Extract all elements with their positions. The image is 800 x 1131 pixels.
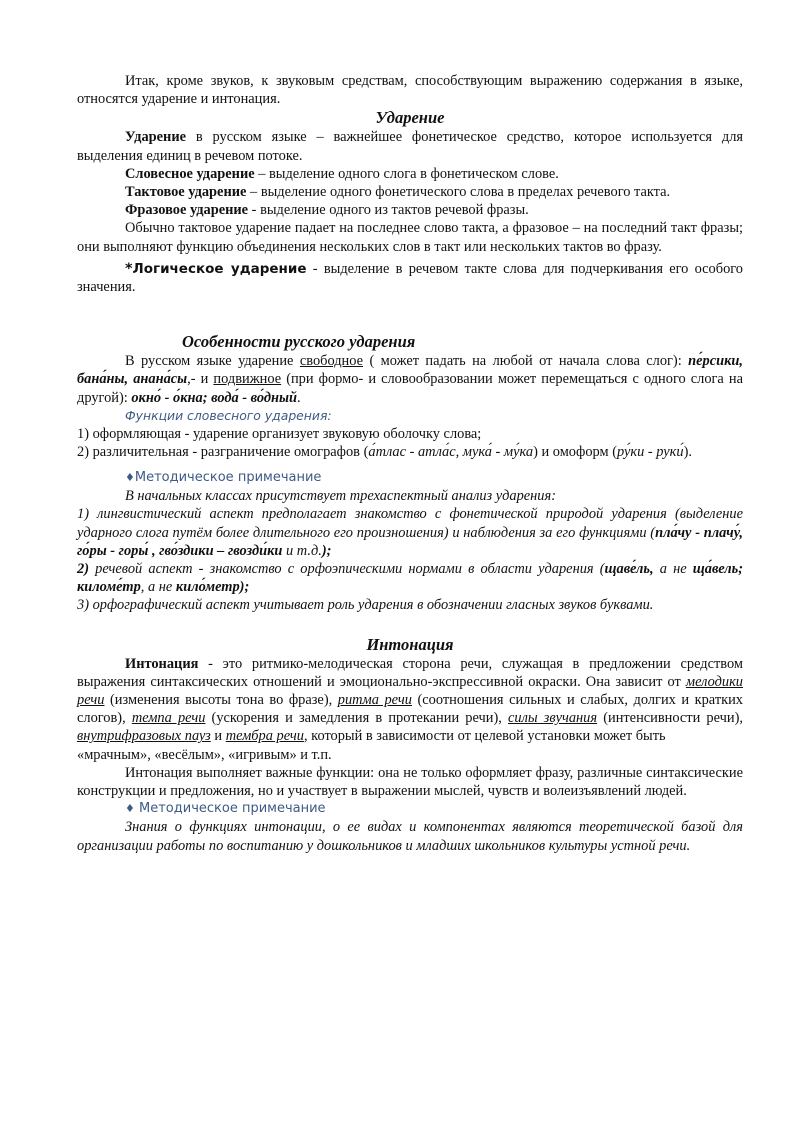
diamond-icon: ♦ <box>125 471 135 485</box>
features-paragraph: В русском языке ударение свободное ( может падать на любой от начала слова слог): пе́рсики, бана́ны, анана́сы,- и подвижное (при формо- и словообразовании может перемещаться с одного слога на другой): окно́ - о́кна; вода́ - во́дный. <box>77 353 743 406</box>
word-stress-term: Словесное ударение <box>125 165 255 182</box>
phrase-stress-term: Фразовое ударение <box>125 202 249 219</box>
function-item-2: 2) различительная - разграничение омографов (а́тлас - атла́с, мука́ - му́ка) и омоформ (ру́ки - руки́). <box>77 444 693 461</box>
method-note-title-2: ♦ Методическое примечание <box>125 801 326 817</box>
stress-heading: Ударение <box>375 108 445 128</box>
stress-usual-paragraph: Обычно тактовое ударение падает на последнее слово такта, а фразовое – на последний такт фразы; они выполняют функцию объединения нескольких слов в такт или нескольких тактов во фразу. <box>77 220 743 255</box>
mobile-stress-examples: окно́ - о́кна; вода́ - во́дный <box>131 389 298 406</box>
component-rhythm: ритма речи <box>337 692 412 709</box>
component-tempo: темпа речи <box>131 710 206 727</box>
method-note-title-1: ♦Методическое примечание <box>125 470 322 486</box>
aspect-item-1: 1) лингвистический аспект предполагает знакомство с фонетической природой ударения (выделение ударного слога путём более длительного его произношения) и наблюдения за его функциями (пла́чу - плачу́, го́ры - горы́ , гво́здики – гвозди́ки и т.д.); <box>77 506 743 559</box>
stress-definition: Ударение в русском языке – важнейшее фонетическое средство, которое используется для выделения единиц в речевом потоке. <box>77 129 743 164</box>
homoform-examples: ру́ки - руки́ <box>616 444 684 461</box>
component-melody: мелодики речи <box>77 673 743 709</box>
functions-subtitle: Функции словесного ударения: <box>125 407 332 423</box>
stress-term: Ударение <box>125 129 187 146</box>
method-note-2-text: Знания о функциях интонации, о ее видах и компонентах являются теоретической базой для организации работы по воспитанию у дошкольников и младших школьников культуры устной речи. <box>77 819 743 854</box>
logical-stress-definition: *Логическое ударение - выделение в речевом такте слова для подчеркивания его особого значения. <box>77 260 744 296</box>
intonation-heading: Интонация <box>366 634 454 654</box>
aspect-item-3: 3) орфографический аспект учитывает роль ударения в обозначении гласных звуков буквами. <box>77 597 654 614</box>
function-item-1: 1) оформляющая - ударение организует звуковую оболочку слова; <box>77 425 482 442</box>
tact-stress-definition: Тактовое ударение – выделение одного фонетического слова в пределах речевого такта. <box>125 184 671 201</box>
aspect-item-2: 2) речевой аспект - знакомство с орфоэпическими нормами в области ударения (щаве́ль, а не ща́вель; киломе́тр, а не кило́метр); <box>77 561 744 596</box>
word-stress-definition: Словесное ударение – выделение одного слога в фонетическом слове. <box>125 165 559 182</box>
component-strength: силы звучания <box>507 710 598 727</box>
intro-paragraph: Итак, кроме звуков, к звуковым средствам, способствующим выражению содержания в языке, относятся ударение и интонация. <box>77 73 743 108</box>
aspect-1-examples: пла́чу - плачу́, го́ры - горы́ , гво́здики – гвозди́ки <box>77 524 743 559</box>
intonation-definition: Интонация - это ритмико-мелодическая сторона речи, служащая в предложении средством выражения синтаксических отношений и эмоционально-экспрессивной окраски. Она зависит от мелодики речи (изменения высоты тона во фразе), ритма речи (соотношения сильных и слабых, долгих и кратких слогов), темпа речи (ускорения и замедления в протекании речи), силы звучания (интенсивности речи), внутрифразовых пауз и тембра речи, который в зависимости от целевой установки может быть <box>77 655 744 745</box>
aspect-2-example-3: кило́метр); <box>175 579 250 596</box>
diamond-icon: ♦ <box>125 802 135 816</box>
features-heading: Особенности русского ударения <box>182 332 416 352</box>
free-stress-term: свободное <box>299 353 364 370</box>
logical-stress-term: Логическое ударение <box>132 260 307 277</box>
phrase-stress-definition: Фразовое ударение - выделение одного из тактов речевой фразы. <box>125 202 529 219</box>
homograph-examples: а́тлас - атла́с, мука́ - му́ка <box>368 444 534 461</box>
intonation-functions-paragraph: Интонация выполняет важные функции: она не только оформляет фразу, различные синтаксические конструкции и предложения, но и участвует в выражении мыслей, чувств и волеизъявлений людей. <box>77 764 743 800</box>
intonation-term: Интонация <box>125 655 199 672</box>
logical-stress-star: * <box>125 260 133 277</box>
component-pauses: внутрифразовых пауз <box>77 728 211 745</box>
aspect-2-example-1: щаве́ль, <box>604 561 654 578</box>
tact-stress-term: Тактовое ударение <box>125 184 247 201</box>
method-note-lead: В начальных классах присутствует трехаспектный анализ ударения: <box>125 488 556 505</box>
intonation-timbre-examples: «мрачным», «весёлым», «игривым» и т.п. <box>77 746 332 763</box>
aspect-2-example-2: ща́вель; киломе́тр <box>77 561 744 596</box>
document-page <box>77 72 743 855</box>
free-stress-examples: пе́рсики, бана́ны, анана́сы <box>77 353 743 388</box>
component-timbre: тембра речи <box>225 728 304 745</box>
mobile-stress-term: подвижное <box>213 371 282 388</box>
